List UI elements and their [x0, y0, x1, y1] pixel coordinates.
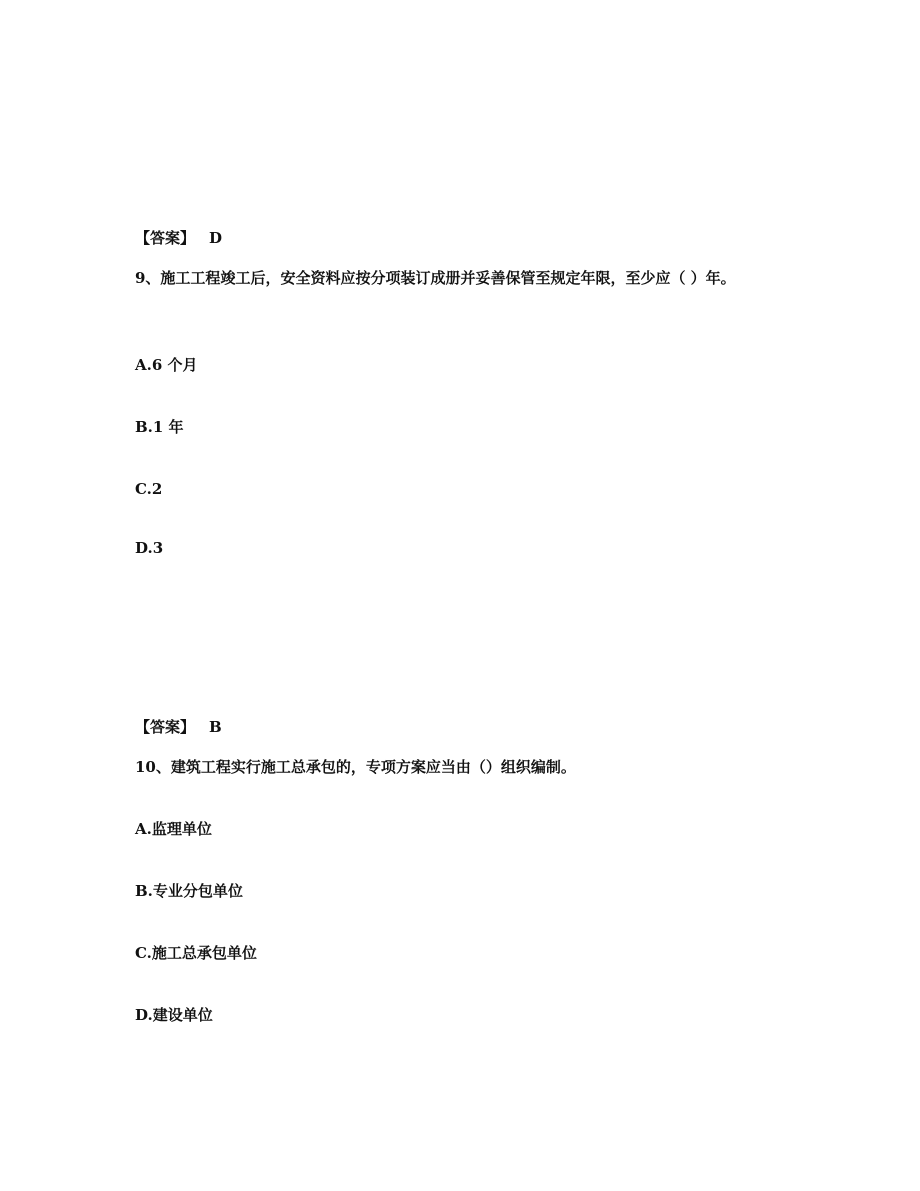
question-10-option-c: C.施工总承包单位	[135, 944, 257, 962]
question-10-stem: 10、建筑工程实行施工总承包的，专项方案应当由（）组织编制。	[135, 758, 576, 776]
answer-value: B	[209, 718, 222, 736]
answer-line-9	[135, 717, 222, 737]
question-9-option-c: C.2	[135, 480, 163, 498]
question-10-option-b: B.专业分包单位	[135, 882, 243, 900]
question-10-option-d: D.建设单位	[135, 1006, 213, 1024]
answer-label: 【答案】	[135, 718, 196, 736]
question-10-option-a: A.监理单位	[135, 820, 212, 838]
question-9-option-b: B.1 年	[135, 418, 184, 436]
question-9-stem: 9、施工工程竣工后，安全资料应按分项装订成册并妥善保管至规定年限，至少应（ ）年。	[135, 269, 736, 287]
question-9-option-d: D.3	[135, 539, 164, 557]
answer-line-prev	[135, 228, 222, 248]
answer-label: 【答案】	[135, 229, 196, 247]
question-9-option-a: A.6 个月	[135, 356, 198, 374]
answer-value: D	[209, 229, 223, 247]
